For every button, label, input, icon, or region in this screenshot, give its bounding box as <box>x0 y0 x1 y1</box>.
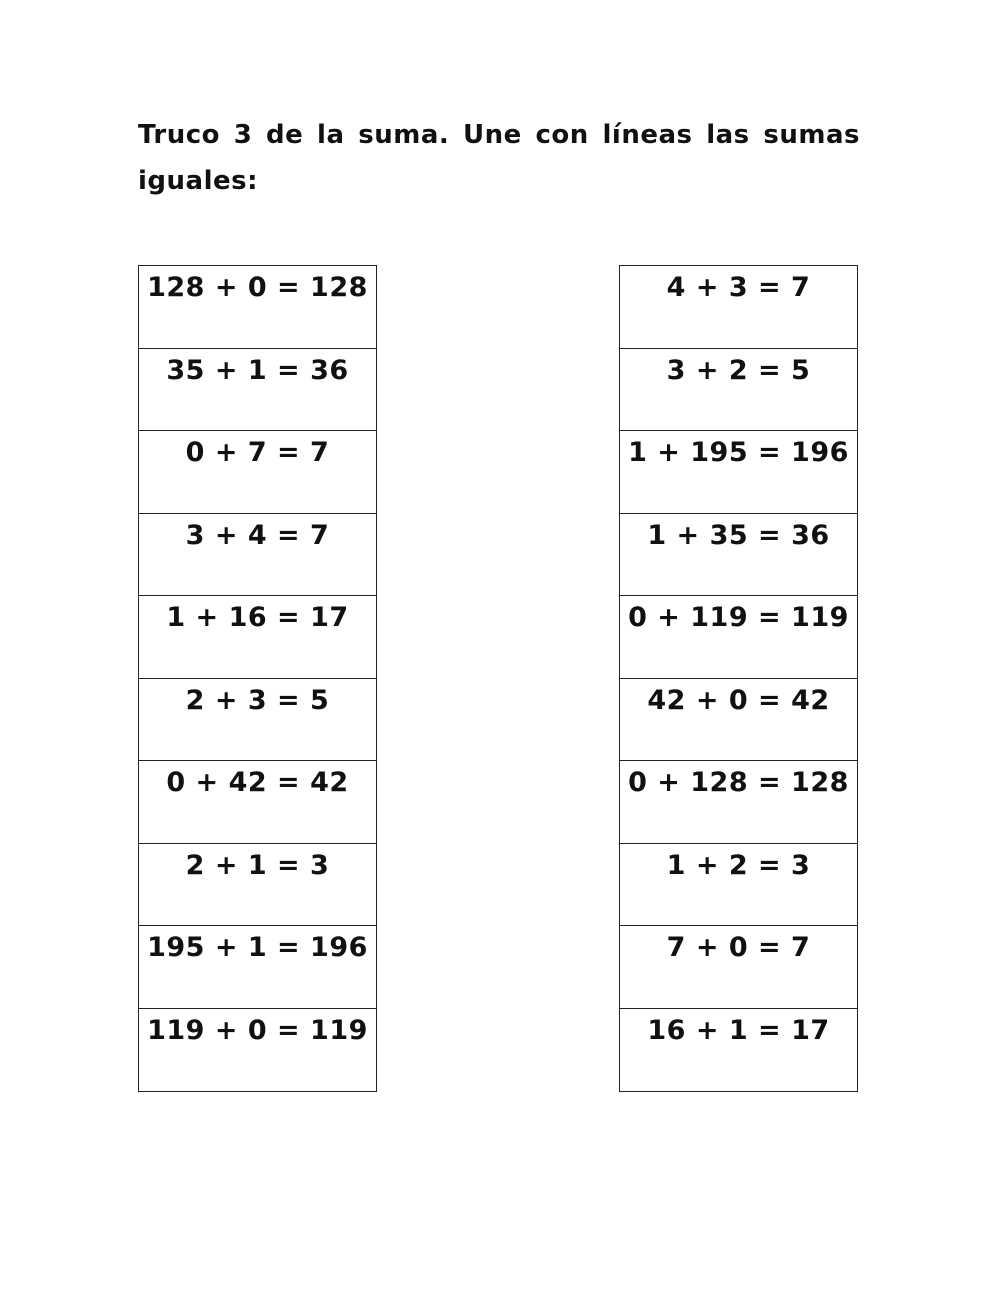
right-sum-cell[interactable]: 0 + 119 = 119 <box>620 596 857 679</box>
instructions-text: Truco 3 de la suma. Une con líneas las sumas iguales: <box>138 120 860 196</box>
right-sum-cell[interactable]: 7 + 0 = 7 <box>620 926 857 1009</box>
left-sum-cell[interactable]: 2 + 1 = 3 <box>139 844 376 927</box>
right-sum-cell[interactable]: 1 + 35 = 36 <box>620 514 857 597</box>
left-sum-cell[interactable]: 195 + 1 = 196 <box>139 926 376 1009</box>
left-sum-cell[interactable]: 1 + 16 = 17 <box>139 596 376 679</box>
right-sums-column <box>619 265 858 1092</box>
left-sum-cell[interactable]: 3 + 4 = 7 <box>139 514 376 597</box>
left-sum-cell[interactable]: 119 + 0 = 119 <box>147 1014 368 1046</box>
left-sum-cell[interactable]: 2 + 3 = 5 <box>139 679 376 762</box>
right-sum-cell[interactable]: 3 + 2 = 5 <box>620 349 857 432</box>
right-sum-cell[interactable]: 42 + 0 = 42 <box>620 679 857 762</box>
right-sum-cell[interactable]: 4 + 3 = 7 <box>620 266 857 349</box>
left-sum-cell[interactable]: 128 + 0 = 128 <box>139 266 376 349</box>
left-sums-column <box>138 265 377 1092</box>
right-sum-cell[interactable]: 16 + 1 = 17 <box>647 1014 830 1046</box>
left-sum-cell[interactable]: 0 + 42 = 42 <box>139 761 376 844</box>
left-sum-cell[interactable]: 35 + 1 = 36 <box>139 349 376 432</box>
left-sum-cell[interactable]: 0 + 7 = 7 <box>139 431 376 514</box>
right-sum-cell[interactable]: 1 + 195 = 196 <box>620 431 857 514</box>
right-sum-cell[interactable]: 0 + 128 = 128 <box>620 761 857 844</box>
right-sum-cell[interactable]: 1 + 2 = 3 <box>620 844 857 927</box>
